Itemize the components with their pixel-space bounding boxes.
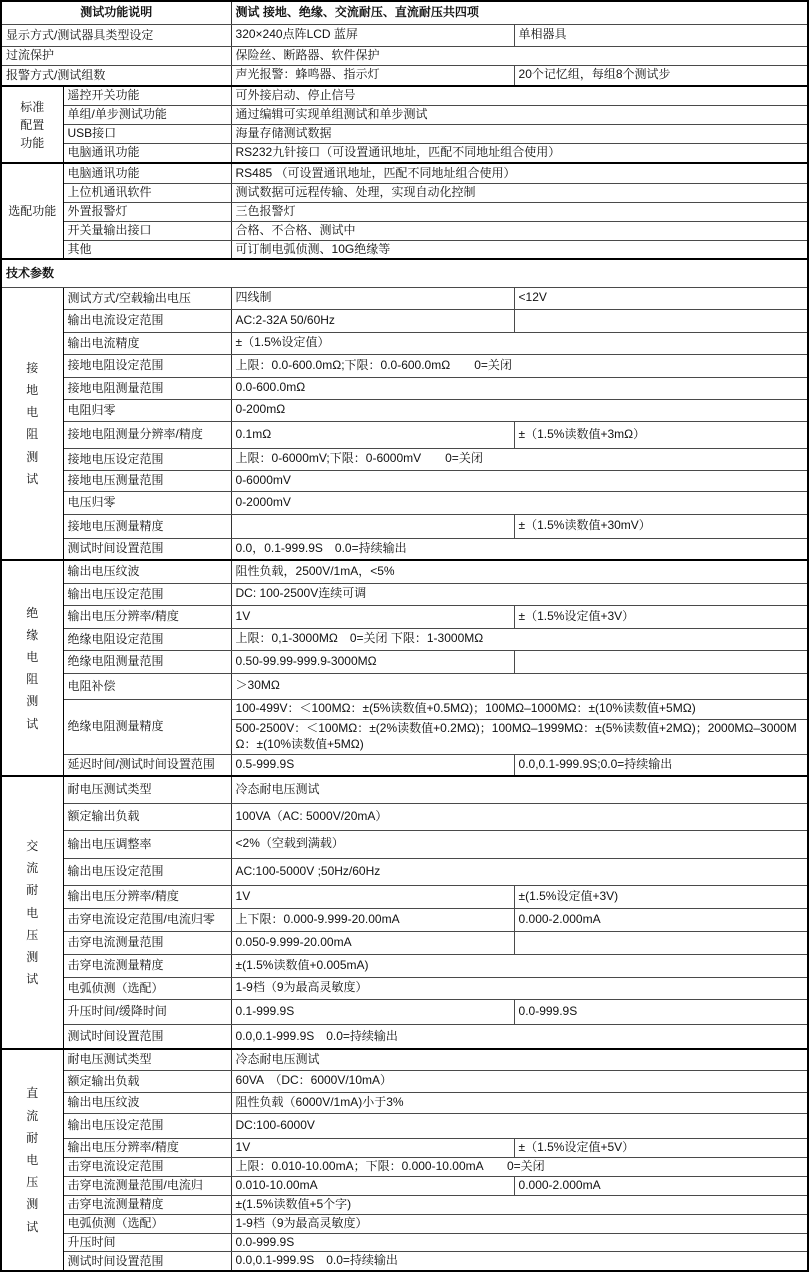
spec-value: ＞30MΩ (231, 673, 808, 699)
spec-value-secondary: 0.0-999.9S (514, 999, 808, 1024)
spec-param-name: 输出电压分辨率/精度 (63, 1138, 231, 1157)
spec-param-name: 电阻补偿 (63, 673, 231, 699)
table-row (1, 332, 808, 354)
spec-param-name: 输出电压调整率 (63, 830, 231, 858)
category-line: 配置 (20, 117, 45, 132)
category-char: 试 (26, 716, 39, 731)
category-char: 地 (26, 383, 39, 398)
table-row (1, 673, 808, 699)
spec-value: 60VA （DC：6000V/10mA） (231, 1070, 808, 1092)
spec-param-name: 电压归零 (63, 491, 231, 514)
category-char: 流 (26, 861, 39, 876)
spec-param-name: 输出电压分辨率/精度 (63, 885, 231, 908)
spec-param-name: 输出电压分辨率/精度 (63, 605, 231, 628)
spec-param-name: 单组/单步测试功能 (63, 105, 231, 124)
table-row (1, 1214, 808, 1233)
table-row (1, 538, 808, 560)
spec-value: 0.0-600.0mΩ (231, 377, 808, 399)
spec-param-name: 绝缘电阻设定范围 (63, 628, 231, 650)
spec-value: 0.0,0.1-999.9S 0.0=持续输出 (231, 1252, 808, 1271)
section-category-label (1, 86, 63, 163)
section-category-label (1, 776, 63, 1049)
spec-param-name: 测试功能说明 (1, 1, 231, 24)
spec-value: ±(1.5%读数值+5个字) (231, 1195, 808, 1214)
category-char: 电 (26, 650, 39, 664)
spec-param-name: 报警方式/测试组数 (1, 65, 231, 86)
spec-value: DC: 100-2500V连续可调 (231, 583, 808, 605)
spec-param-name: 接地电阻设定范围 (63, 354, 231, 377)
category-char: 测 (26, 949, 39, 964)
spec-value-primary: AC:2-32A 50/60Hz (231, 309, 514, 332)
spec-param-name: 显示方式/测试器具类型设定 (1, 24, 231, 46)
spec-value-secondary: 0.000-2.000mA (514, 908, 808, 931)
table-row (1, 421, 808, 448)
category-char: 试 (26, 1219, 39, 1234)
spec-value: RS485 （可设置通讯地址，匹配不同地址组合使用） (231, 163, 808, 183)
table-row (1, 1049, 808, 1070)
table-row (1, 65, 808, 86)
table-row (1, 908, 808, 931)
category-char: 缘 (26, 627, 39, 642)
table-row (1, 605, 808, 628)
spec-value: DC:100-6000V (231, 1113, 808, 1138)
spec-param-name: 输出电流设定范围 (63, 309, 231, 332)
spec-param-name: 测试方式/空载输出电压 (63, 287, 231, 309)
spec-param-name: 输出电压设定范围 (63, 583, 231, 605)
spec-value-primary: 1V (231, 605, 514, 628)
spec-value-primary: 0.50-99.99-999.9-3000MΩ (231, 650, 514, 673)
spec-value: <2%（空载到满载） (231, 830, 808, 858)
spec-param-name: 击穿电流测量范围 (63, 931, 231, 954)
spec-value: RS232九针接口（可设置通讯地址，匹配不同地址组合使用） (231, 143, 808, 163)
table-row (1, 999, 808, 1024)
category-line: 标准 (20, 99, 45, 114)
table-row (1, 183, 808, 202)
spec-value: 0-6000mV (231, 470, 808, 491)
category-char: 压 (26, 927, 39, 942)
spec-value-secondary: ±（1.5%设定值+3V） (514, 605, 808, 628)
spec-param-name: 击穿电流测量精度 (63, 954, 231, 977)
spec-param-name: 升压时间 (63, 1233, 231, 1252)
spec-param-name: 输出电压设定范围 (63, 858, 231, 885)
table-row (1, 858, 808, 885)
spec-value-primary: 四线制 (231, 287, 514, 309)
table-row (1, 1113, 808, 1138)
spec-value-primary: 1V (231, 1138, 514, 1157)
table-row (1, 650, 808, 673)
table-row (1, 399, 808, 421)
table-row (1, 1, 808, 24)
table-row (1, 86, 808, 105)
spec-value: 海量存储测试数据 (231, 124, 808, 143)
spec-value: 1-9档（9为最高灵敏度） (231, 977, 808, 999)
spec-value-secondary: 单相器具 (514, 24, 808, 46)
category-char: 交 (26, 839, 39, 854)
spec-param-name: 电脑通讯功能 (63, 163, 231, 183)
spec-value-secondary: 0.0,0.1-999.9S;0.0=持续输出 (514, 754, 808, 776)
table-row (1, 24, 808, 46)
spec-param-name: USB接口 (63, 124, 231, 143)
spec-value: 1-9档（9为最高灵敏度） (231, 1214, 808, 1233)
table-row (1, 1176, 808, 1195)
category-char: 压 (26, 1175, 39, 1190)
category-char: 电 (26, 1152, 39, 1167)
table-row (1, 1138, 808, 1157)
table-row (1, 1195, 808, 1214)
table-row (1, 377, 808, 399)
category-char: 耐 (26, 883, 39, 898)
spec-value: 冷态耐电压测试 (231, 1049, 808, 1070)
spec-param-name: 上位机通讯软件 (63, 183, 231, 202)
spec-value-secondary: 20个记忆组，每组8个测试步 (514, 65, 808, 86)
table-row (1, 46, 808, 65)
spec-param-name: 耐电压测试类型 (63, 1049, 231, 1070)
tech-params-section-title: 技术参数 (1, 259, 808, 287)
table-row (1, 448, 808, 470)
category-char: 接 (26, 360, 39, 375)
spec-value: 可订制电弧侦测、10G绝缘等 (231, 240, 808, 259)
spec-param-name: 其他 (63, 240, 231, 259)
spec-value: 0.0，0.1-999.9S 0.0=持续输出 (231, 538, 808, 560)
spec-value-secondary: ±(1.5%设定值+3V) (514, 885, 808, 908)
spec-value: 冷态耐电压测试 (231, 776, 808, 803)
spec-param-name: 输出电压纹波 (63, 560, 231, 583)
table-row (1, 1233, 808, 1252)
spec-value: 0.0-999.9S (231, 1233, 808, 1252)
spec-param-name: 开关量输出接口 (63, 221, 231, 240)
spec-value-primary: 0.1mΩ (231, 421, 514, 448)
spec-param-name: 输出电流精度 (63, 332, 231, 354)
spec-param-name: 测试时间设置范围 (63, 538, 231, 560)
spec-value-secondary (514, 650, 808, 673)
spec-value-primary: 320×240点阵LCD 蓝屏 (231, 24, 514, 46)
spec-value-secondary: <12V (514, 287, 808, 309)
table-row (1, 754, 808, 776)
table-row (1, 1092, 808, 1113)
spec-param-name: 测试时间设置范围 (63, 1024, 231, 1049)
spec-param-name: 延迟时间/测试时间设置范围 (63, 754, 231, 776)
category-char: 测 (26, 449, 39, 464)
spec-value: 100-499V：＜100MΩ：±(5%读数值+0.5MΩ)；100MΩ–1000MΩ：±(10%读数值+5MΩ) (231, 699, 808, 719)
table-row (1, 1024, 808, 1049)
spec-param-name: 接地电阻测量分辨率/精度 (63, 421, 231, 448)
spec-value-primary: 1V (231, 885, 514, 908)
category-char: 绝 (26, 605, 39, 620)
spec-value-primary: 上下限：0.000-9.999-20.00mA (231, 908, 514, 931)
table-row (1, 354, 808, 377)
table-row (1, 143, 808, 163)
table-row (1, 309, 808, 332)
spec-param-name: 测试时间设置范围 (63, 1252, 231, 1271)
table-row (1, 931, 808, 954)
section-category-label (1, 287, 63, 560)
spec-param-name: 击穿电流设定范围/电流归零 (63, 908, 231, 931)
spec-param-name: 绝缘电阻测量范围 (63, 650, 231, 673)
spec-param-name: 电弧侦测（选配） (63, 1214, 231, 1233)
spec-value: 0.0,0.1-999.9S 0.0=持续输出 (231, 1024, 808, 1049)
table-row (1, 470, 808, 491)
spec-value: 100VA（AC: 5000V/20mA） (231, 803, 808, 830)
spec-value: AC:100-5000V ;50Hz/60Hz (231, 858, 808, 885)
category-char: 试 (26, 972, 39, 987)
spec-value: 合格、不合格、测试中 (231, 221, 808, 240)
spec-param-name: 接地电压测量范围 (63, 470, 231, 491)
table-row (1, 1157, 808, 1176)
table-row (1, 240, 808, 259)
table-row (1, 803, 808, 830)
category-char: 阻 (26, 672, 39, 687)
spec-param-name: 遥控开关功能 (63, 86, 231, 105)
spec-value-secondary: 0.000-2.000mA (514, 1176, 808, 1195)
spec-value: 测试 接地、绝缘、交流耐压、直流耐压共四项 (231, 1, 808, 24)
spec-value: 测试数据可远程传输、处理，实现自动化控制 (231, 183, 808, 202)
spec-value-primary: 0.5-999.9S (231, 754, 514, 776)
spec-param-name: 电阻归零 (63, 399, 231, 421)
spec-param-name: 击穿电流测量精度 (63, 1195, 231, 1214)
spec-param-name: 击穿电流设定范围 (63, 1157, 231, 1176)
table-row (1, 1252, 808, 1271)
section-category-label (1, 560, 63, 776)
spec-param-name: 过流保护 (1, 46, 231, 65)
table-row (1, 699, 808, 719)
table-row (1, 583, 808, 605)
table-row (1, 105, 808, 124)
spec-param-name: 额定输出负载 (63, 803, 231, 830)
section-category-label: 选配功能 (1, 163, 63, 259)
table-row (1, 776, 808, 803)
spec-value-primary: 0.010-10.00mA (231, 1176, 514, 1195)
table-row (1, 514, 808, 538)
category-char: 测 (26, 1197, 39, 1212)
table-row (1, 628, 808, 650)
spec-value: 0-2000mV (231, 491, 808, 514)
spec-value: 500-2500V：＜100MΩ：±(2%读数值+0.2MΩ)；100MΩ–1999MΩ：±(5%读数值+2MΩ)；2000MΩ–3000MΩ：±(10%读数值+5MΩ) (231, 719, 808, 754)
spec-value: 上限：0-6000mV;下限：0-6000mV 0=关闭 (231, 448, 808, 470)
spec-param-name: 外置报警灯 (63, 202, 231, 221)
spec-value: 三色报警灯 (231, 202, 808, 221)
spec-value: ±(1.5%读数值+0.005mA) (231, 954, 808, 977)
spec-value: 阻性负载（6000V/1mA)小于3% (231, 1092, 808, 1113)
spec-value-secondary (514, 309, 808, 332)
spec-value-secondary: ±（1.5%读数值+30mV） (514, 514, 808, 538)
spec-param-name: 绝缘电阻测量精度 (63, 699, 231, 754)
tech-params-header-row (1, 259, 808, 287)
category-char: 流 (26, 1108, 39, 1123)
spec-value: 0-200mΩ (231, 399, 808, 421)
spec-value-primary: 声光报警：蜂鸣器、指示灯 (231, 65, 514, 86)
spec-param-name: 额定输出负载 (63, 1070, 231, 1092)
spec-param-name: 接地电阻测量范围 (63, 377, 231, 399)
category-char: 电 (26, 905, 39, 920)
table-row (1, 830, 808, 858)
spec-value-primary (231, 514, 514, 538)
table-row (1, 221, 808, 240)
category-char: 试 (26, 471, 39, 486)
spec-value: 通过编辑可实现单组测试和单步测试 (231, 105, 808, 124)
spec-value-secondary (514, 931, 808, 954)
spec-value: ±（1.5%设定值） (231, 332, 808, 354)
category-char: 耐 (26, 1130, 39, 1145)
table-row (1, 287, 808, 309)
table-row (1, 954, 808, 977)
table-row (1, 560, 808, 583)
table-row (1, 885, 808, 908)
spec-value: 保险丝、断路器、软件保护 (231, 46, 808, 65)
spec-value-primary: 0.050-9.999-20.00mA (231, 931, 514, 954)
spec-value-primary: 0.1-999.9S (231, 999, 514, 1024)
category-char: 测 (26, 694, 39, 709)
category-line: 功能 (20, 135, 45, 150)
table-row (1, 202, 808, 221)
spec-value-secondary: ±（1.5%设定值+5V） (514, 1138, 808, 1157)
table-row (1, 124, 808, 143)
spec-param-name: 输出电压纹波 (63, 1092, 231, 1113)
spec-param-name: 电脑通讯功能 (63, 143, 231, 163)
spec-param-name: 耐电压测试类型 (63, 776, 231, 803)
spec-value: 上限：0.010-10.00mA；下限：0.000-10.00mA 0=关闭 (231, 1157, 808, 1176)
spec-param-name: 接地电压设定范围 (63, 448, 231, 470)
spec-value: 阻性负载，2500V/1mA，<5% (231, 560, 808, 583)
spec-table-body (1, 1, 808, 1271)
table-row (1, 163, 808, 183)
spec-value: 上限：0.0-600.0mΩ;下限：0.0-600.0mΩ 0=关闭 (231, 354, 808, 377)
spec-param-name: 击穿电流测量范围/电流归 (63, 1176, 231, 1195)
spec-param-name: 输出电压设定范围 (63, 1113, 231, 1138)
spec-value: 上限：0,1-3000MΩ 0=关闭 下限：1-3000MΩ (231, 628, 808, 650)
category-char: 电 (26, 405, 39, 420)
spec-param-name: 电弧侦测（选配） (63, 977, 231, 999)
spec-value-secondary: ±（1.5%读数值+3mΩ） (514, 421, 808, 448)
section-category-label (1, 1049, 63, 1271)
category-char: 直 (26, 1086, 39, 1101)
table-row (1, 1070, 808, 1092)
spec-value: 可外接启动、停止信号 (231, 86, 808, 105)
spec-param-name: 升压时间/缓降时间 (63, 999, 231, 1024)
spec-param-name: 接地电压测量精度 (63, 514, 231, 538)
category-char: 阻 (26, 427, 39, 442)
table-row (1, 491, 808, 514)
table-row (1, 977, 808, 999)
